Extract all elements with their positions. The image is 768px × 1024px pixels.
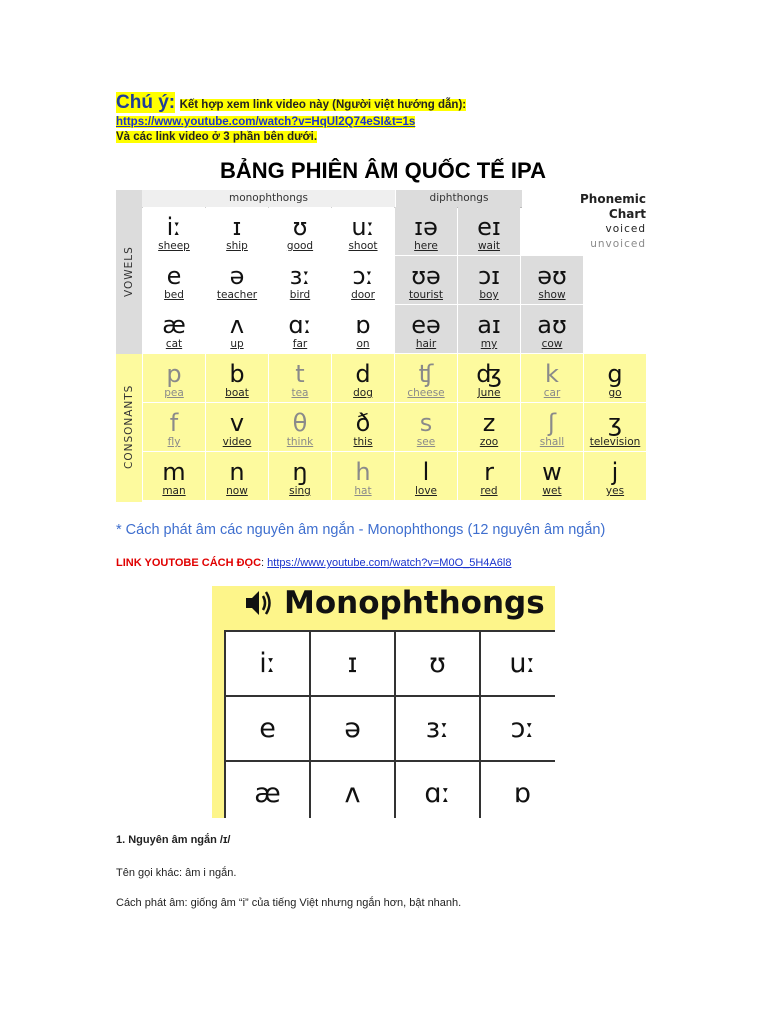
ipa-example-word: love <box>414 485 437 497</box>
ipa-example-word: dog <box>353 387 373 399</box>
ipa-example-word: think <box>286 436 314 448</box>
ipa-symbol: ð <box>355 409 371 437</box>
ipa-example-word: ship <box>226 240 248 252</box>
ipa-cell <box>206 403 268 451</box>
ipa-cell <box>143 403 205 451</box>
ipa-example-word: up <box>230 338 244 350</box>
monophthong-cell: iː <box>226 632 309 695</box>
ipa-symbol: ɔː <box>352 262 374 290</box>
chart-title: BẢNG PHIÊN ÂM QUỐC TẾ IPA <box>220 158 546 183</box>
ipa-cell <box>395 256 457 304</box>
ipa-cell <box>269 403 331 451</box>
ipa-symbol: əʊ <box>537 262 567 290</box>
legend-title-2: Chart <box>608 207 646 221</box>
ipa-symbol: iː <box>166 213 182 241</box>
ipa-symbol: d <box>355 360 371 388</box>
ipa-symbol: ʃ <box>547 409 557 437</box>
ipa-cell <box>521 305 583 353</box>
ipa-example-word: show <box>538 289 566 301</box>
monophthongs-grid <box>224 630 555 818</box>
monophthong-cell: ɔː <box>481 697 555 760</box>
vowels-label: VOWELS <box>123 246 135 297</box>
ipa-symbol: ʊə <box>411 262 441 290</box>
ipa-cell <box>206 305 268 353</box>
ipa-example-word: shoot <box>348 240 378 252</box>
ipa-symbol: e <box>166 262 182 290</box>
ipa-symbol: v <box>229 409 245 437</box>
ipa-symbol: ɔɪ <box>477 262 501 290</box>
ipa-cell <box>458 354 520 402</box>
ipa-example-word: pea <box>164 387 184 399</box>
youtube-link[interactable]: https://www.youtube.com/watch?v=M0O_5H4A6l8 <box>267 557 512 569</box>
ipa-cell <box>332 305 394 353</box>
ipa-example-word: see <box>416 436 436 448</box>
ipa-example-word: go <box>608 387 622 399</box>
ipa-example-word: video <box>222 436 252 448</box>
ipa-symbol: b <box>229 360 245 388</box>
youtube-colon: : <box>261 557 268 569</box>
ipa-cell <box>395 207 457 255</box>
item1-heading: 1. Nguyên âm ngắn /ɪ/ <box>116 834 231 846</box>
ipa-cell <box>458 207 520 255</box>
ipa-symbol: w <box>542 458 562 486</box>
ipa-cell <box>206 354 268 402</box>
monophthongs-image <box>212 586 555 818</box>
ipa-cell <box>269 305 331 353</box>
ipa-cell <box>332 452 394 500</box>
ipa-symbol: t <box>295 360 305 388</box>
ipa-symbol: æ <box>162 311 186 339</box>
ipa-symbol: z <box>482 409 496 437</box>
monophthong-cell: ɒ <box>481 762 555 818</box>
ipa-symbol: ɪə <box>414 213 438 241</box>
chart-legend <box>564 192 646 252</box>
ipa-cell <box>458 256 520 304</box>
monophthong-cell: uː <box>481 632 555 695</box>
ipa-cell <box>143 207 205 255</box>
ipa-symbol: ə <box>229 262 245 290</box>
ipa-example-word: boat <box>225 387 249 399</box>
item1-pronounce: Cách phát âm: giống âm “i” của tiếng Việt nhưng ngắn hơn, bật nhanh. <box>116 897 462 909</box>
ipa-example-word: wait <box>477 240 501 252</box>
ipa-symbol: f <box>169 409 179 437</box>
ipa-cell <box>206 256 268 304</box>
ipa-symbol: ɪ <box>232 213 242 241</box>
ipa-symbol: m <box>162 458 186 486</box>
ipa-example-word: cheese <box>407 387 445 399</box>
ipa-cell <box>143 256 205 304</box>
monophthong-cell: ʌ <box>311 762 394 818</box>
ipa-symbol: aɪ <box>477 311 501 339</box>
ipa-example-word: zoo <box>479 436 499 448</box>
note-intro: Kết hợp xem link video này (Người việt hướng dẫn): <box>179 99 467 111</box>
ipa-example-word: bed <box>164 289 184 301</box>
ipa-example-word: man <box>162 485 186 497</box>
ipa-cell <box>332 207 394 255</box>
monophthong-cell: æ <box>226 762 309 818</box>
ipa-symbol: ʧ <box>418 360 434 388</box>
ipa-cell <box>458 452 520 500</box>
item1-alt-name: Tên gọi khác: âm i ngắn. <box>116 867 237 879</box>
ipa-example-word: bird <box>289 289 311 301</box>
ipa-symbol: ʤ <box>476 360 502 388</box>
ipa-symbol: eə <box>411 311 441 339</box>
ipa-cell <box>143 305 205 353</box>
ipa-example-word: fly <box>167 436 181 448</box>
note-label: Chú ý: <box>116 92 176 113</box>
ipa-example-word: television <box>589 436 641 448</box>
ipa-example-word: cow <box>541 338 563 350</box>
monophthongs-header: monophthongs <box>142 190 395 208</box>
ipa-symbol: s <box>419 409 433 437</box>
ipa-cell <box>521 452 583 500</box>
ipa-example-word: sing <box>289 485 311 497</box>
ipa-example-word: tourist <box>408 289 444 301</box>
ipa-symbol: ɑː <box>288 311 312 339</box>
ipa-cell <box>395 305 457 353</box>
ipa-cell <box>206 207 268 255</box>
monophthongs-title: Monophthongs <box>284 586 545 621</box>
ipa-example-word: door <box>351 289 375 301</box>
ipa-cell <box>332 354 394 402</box>
ipa-cell <box>143 452 205 500</box>
ipa-symbol: ŋ <box>292 458 308 486</box>
section-heading: * Cách phát âm các nguyên âm ngắn - Monophthongs (12 nguyên âm ngắn) <box>116 522 606 538</box>
legend-unvoiced: unvoiced <box>590 238 646 250</box>
ipa-example-word: hat <box>354 485 372 497</box>
monophthong-cell: e <box>226 697 309 760</box>
ipa-cell <box>521 403 583 451</box>
consonants-label: CONSONANTS <box>123 384 135 469</box>
ipa-example-word: June <box>477 387 501 399</box>
ipa-cell <box>332 256 394 304</box>
legend-title-1: Phonemic <box>580 192 646 206</box>
ipa-example-word: tea <box>291 387 309 399</box>
ipa-example-word: red <box>480 485 498 497</box>
ipa-example-word: my <box>480 338 498 350</box>
monophthong-cell: ʊ <box>396 632 479 695</box>
monophthong-cell: ɪ <box>311 632 394 695</box>
ipa-cell <box>521 354 583 402</box>
ipa-cell <box>584 452 646 500</box>
diphthongs-header: diphthongs <box>396 190 522 208</box>
ipa-example-word: good <box>286 240 314 252</box>
ipa-symbol: ɜː <box>289 262 311 290</box>
monophthong-cell: ə <box>311 697 394 760</box>
ipa-cell <box>584 354 646 402</box>
ipa-cell <box>269 452 331 500</box>
ipa-cell <box>458 305 520 353</box>
ipa-example-word: wet <box>542 485 562 497</box>
youtube-label: LINK YOUTOBE CÁCH ĐỌC <box>116 557 262 569</box>
ipa-example-word: on <box>356 338 370 350</box>
ipa-symbol: h <box>355 458 371 486</box>
ipa-symbol: ɒ <box>355 311 371 339</box>
monophthong-cell: ɑː <box>396 762 479 818</box>
ipa-example-word: sheep <box>158 240 190 252</box>
note-video-link[interactable]: https://www.youtube.com/watch?v=HqUl2Q74eSI&t=1s <box>116 116 416 128</box>
monophthong-cell: ɜː <box>396 697 479 760</box>
ipa-symbol: ʊ <box>292 213 308 241</box>
ipa-cell <box>269 256 331 304</box>
ipa-symbol: r <box>484 458 494 486</box>
ipa-example-word: hair <box>415 338 437 350</box>
ipa-symbol: θ <box>292 409 308 437</box>
ipa-cell <box>458 403 520 451</box>
ipa-symbol: l <box>422 458 430 486</box>
ipa-symbol: p <box>166 360 182 388</box>
ipa-symbol: ʌ <box>229 311 245 339</box>
ipa-phonemic-chart <box>116 190 650 502</box>
ipa-example-word: cat <box>165 338 183 350</box>
ipa-cell <box>521 256 583 304</box>
ipa-symbol: ʒ <box>608 409 622 437</box>
ipa-example-word: teacher <box>216 289 258 301</box>
ipa-symbol: g <box>607 360 623 388</box>
speaker-icon <box>242 586 282 623</box>
ipa-example-word: yes <box>605 485 625 497</box>
ipa-example-word: boy <box>479 289 499 301</box>
ipa-example-word: far <box>292 338 308 350</box>
ipa-cell <box>584 403 646 451</box>
ipa-cell <box>332 403 394 451</box>
ipa-symbol: n <box>229 458 245 486</box>
ipa-symbol: uː <box>351 213 375 241</box>
note-line-3: Và các link video ở 3 phần bên dưới. <box>116 131 318 143</box>
ipa-example-word: here <box>414 240 438 252</box>
ipa-example-word: now <box>226 485 248 497</box>
ipa-example-word: shall <box>539 436 565 448</box>
note-block <box>116 92 536 145</box>
ipa-symbol: k <box>545 360 559 388</box>
ipa-symbol: j <box>611 458 619 486</box>
ipa-cell <box>206 452 268 500</box>
ipa-cell <box>395 354 457 402</box>
ipa-cell <box>143 354 205 402</box>
ipa-example-word: car <box>543 387 561 399</box>
ipa-cell <box>395 403 457 451</box>
youtube-line <box>116 557 511 569</box>
ipa-symbol: aʊ <box>537 311 567 339</box>
ipa-cell <box>395 452 457 500</box>
ipa-cell <box>269 207 331 255</box>
ipa-symbol: eɪ <box>477 213 501 241</box>
ipa-example-word: this <box>353 436 373 448</box>
ipa-cell <box>269 354 331 402</box>
legend-voiced: voiced <box>605 223 646 235</box>
